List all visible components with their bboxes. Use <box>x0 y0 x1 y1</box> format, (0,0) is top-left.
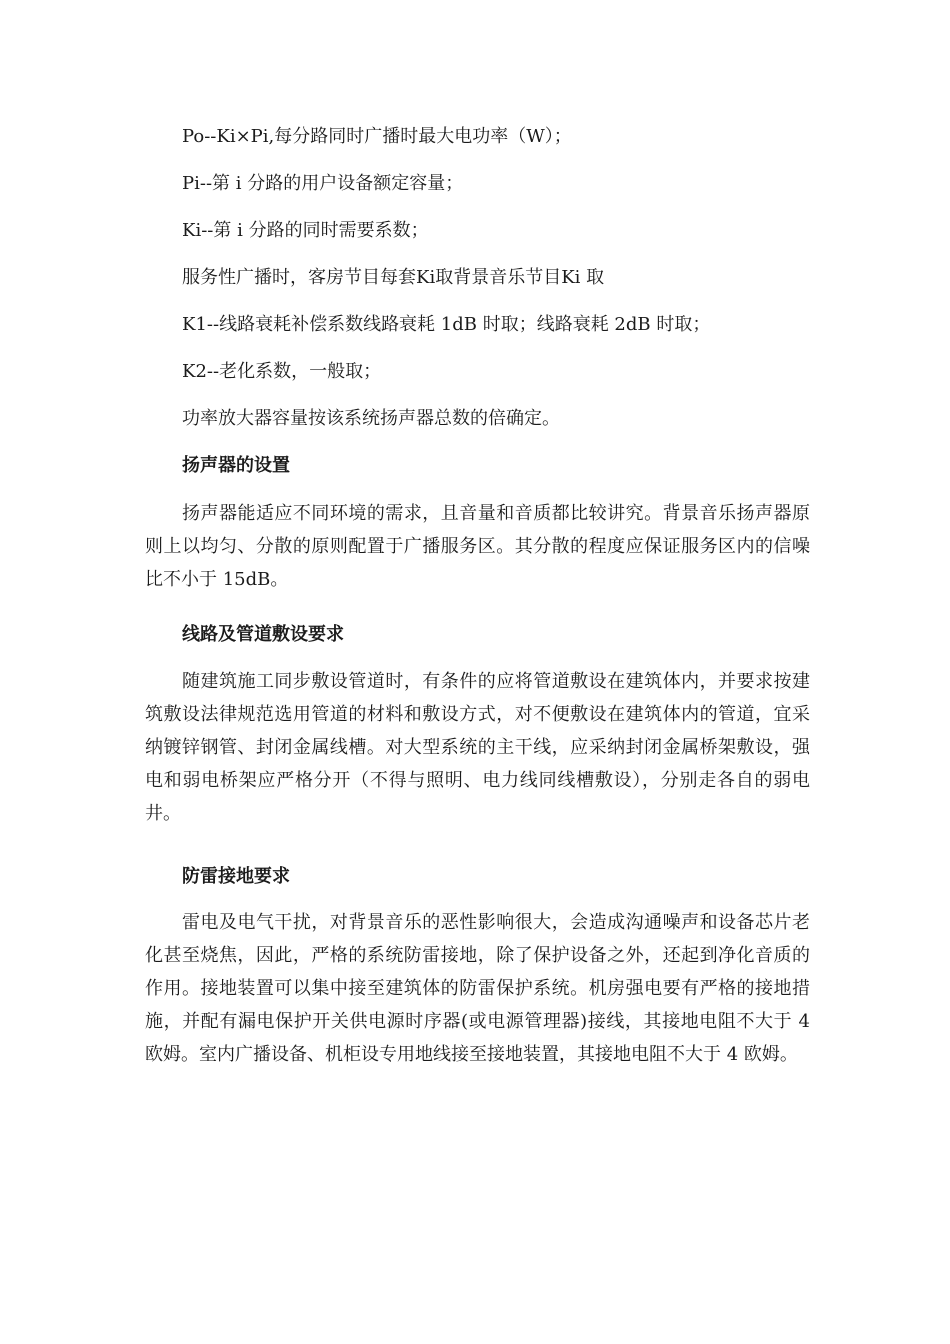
formula-note-pi: Pi--第 i 分路的用户设备额定容量； <box>182 173 464 194</box>
section-heading-cabling: 线路及管道敷设要求 <box>182 624 344 645</box>
formula-note-service-broadcast: 服务性广播时，客房节目每套Ki取背景音乐节目Ki 取 <box>182 267 605 288</box>
section-heading-grounding: 防雷接地要求 <box>182 866 290 887</box>
formula-note-po: Po--Ki×Pi,每分路同时广播时最大电功率（W）； <box>182 126 572 147</box>
formula-note-ki: Ki--第 i 分路的同时需要系数； <box>182 220 429 241</box>
section-body-grounding: 雷电及电气干扰，对背景音乐的恶性影响很大，会造成沟通噪声和设备芯片老化甚至烧焦，因此，严格的系统防雷接地，除了保护设备之外，还起到净化音质的作用。接地装置可以集中接至建筑体的防雷保护系统。机房强电要有严格的接地措施，并配有漏电保护开关供电源时序器(或电源管理器)接线，其接地电阻不大于 4 欧姆。室内广播设备、机柜设专用地线接至接地装置，其接地电阻不大于 4 欧姆。 <box>145 912 810 1065</box>
formula-note-k1: K1--线路衰耗补偿系数线路衰耗 1dB 时取；线路衰耗 2dB 时取； <box>182 314 711 335</box>
section-heading-speaker-setup: 扬声器的设置 <box>182 455 290 476</box>
section-body-speaker-setup: 扬声器能适应不同环境的需求，且音量和音质都比较讲究。背景音乐扬声器原则上以均匀、分散的原则配置于广播服务区。其分散的程度应保证服务区内的信噪比不小于 15dB。 <box>145 503 810 590</box>
formula-note-amplifier-capacity: 功率放大器容量按该系统扬声器总数的倍确定。 <box>182 408 560 429</box>
formula-note-k2: K2--老化系数，一般取； <box>182 361 382 382</box>
section-body-cabling: 随建筑施工同步敷设管道时，有条件的应将管道敷设在建筑体内，并要求按建筑敷设法律规范选用管道的材料和敷设方式，对不便敷设在建筑体内的管道，宜采纳镀锌钢管、封闭金属线槽。对大型系统的主干线，应采纳封闭金属桥架敷设，强电和弱电桥架应严格分开（不得与照明、电力线同线槽敷设），分别走各自的弱电井。 <box>145 671 810 824</box>
